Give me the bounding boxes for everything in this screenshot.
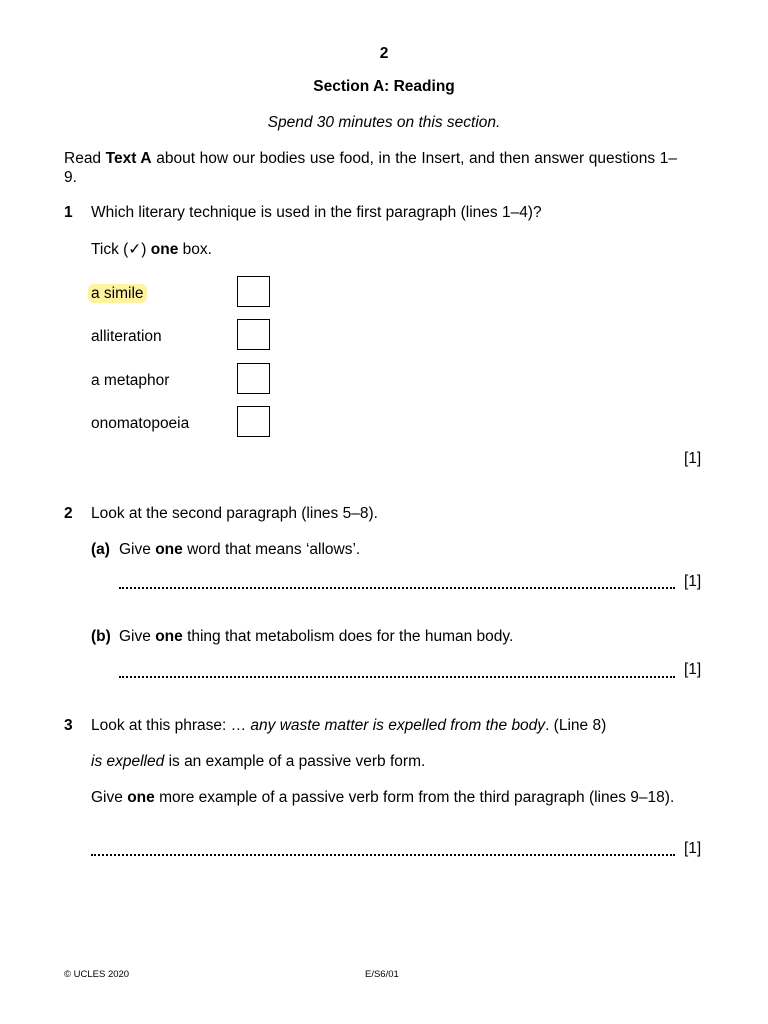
checkbox-alliteration[interactable] bbox=[237, 319, 270, 350]
checkbox-simile[interactable] bbox=[237, 276, 270, 307]
checkbox-onomatopoeia[interactable] bbox=[237, 406, 270, 437]
q2b-bold: one bbox=[155, 628, 183, 645]
option-label-onomatopoeia: onomatopoeia bbox=[91, 415, 190, 432]
q2a-post: word that means ‘allows’. bbox=[187, 541, 361, 558]
intro-paragraph bbox=[64, 149, 677, 187]
q2a-pre: Give bbox=[119, 541, 151, 558]
q2b-pre: Give bbox=[119, 628, 151, 645]
footer-code: E/S6/01 bbox=[365, 969, 399, 980]
q1-mark: [1] bbox=[684, 450, 702, 467]
q3-give-bold: one bbox=[127, 789, 155, 806]
q2b-mark: [1] bbox=[684, 661, 702, 678]
tick-prefix: Tick (✓) bbox=[91, 241, 147, 258]
intro-read: Read bbox=[64, 150, 102, 167]
question-2-number: 2 bbox=[64, 505, 73, 522]
option-label-simile bbox=[91, 284, 147, 303]
section-title: Section A: Reading bbox=[313, 78, 455, 95]
intro-rest: about how our bodies use food, in the Insert, and then answer questions 1–9. bbox=[64, 150, 677, 186]
tick-bold: one bbox=[150, 241, 179, 258]
q2b-text bbox=[119, 627, 513, 646]
question-2-intro: Look at the second paragraph (lines 5–8). bbox=[91, 505, 378, 522]
q3-give-pre: Give bbox=[91, 789, 123, 806]
q2b-label: (b) bbox=[91, 628, 111, 645]
q3-example-italic: is expelled bbox=[91, 753, 165, 770]
checkbox-metaphor[interactable] bbox=[237, 363, 270, 394]
q3-example bbox=[91, 752, 425, 771]
tick-instruction bbox=[91, 240, 212, 259]
q3-give-post: more example of a passive verb form from the third paragraph (lines 9–18). bbox=[159, 789, 675, 806]
option-label-alliteration: alliteration bbox=[91, 328, 162, 345]
q2a-text bbox=[119, 540, 360, 559]
time-instruction: Spend 30 minutes on this section. bbox=[267, 114, 501, 131]
q3-example-rest: is an example of a passive verb form. bbox=[168, 753, 426, 770]
page-number: 2 bbox=[379, 45, 389, 62]
question-1-number: 1 bbox=[64, 204, 73, 221]
question-3-number: 3 bbox=[64, 717, 73, 734]
q2a-mark: [1] bbox=[684, 573, 702, 590]
intro-text-ref: Text A bbox=[105, 150, 152, 167]
q3-answer-line[interactable] bbox=[91, 854, 675, 856]
q2a-label: (a) bbox=[91, 541, 110, 558]
q2a-bold: one bbox=[155, 541, 183, 558]
footer-copyright: © UCLES 2020 bbox=[64, 969, 130, 980]
q3-phrase-pre: Look at this phrase: … bbox=[91, 717, 247, 734]
question-3-phrase bbox=[91, 716, 606, 735]
q3-mark: [1] bbox=[684, 840, 702, 857]
q2b-post: thing that metabolism does for the human body. bbox=[187, 628, 514, 645]
q3-phrase-post: . (Line 8) bbox=[545, 717, 607, 734]
tick-suffix: box. bbox=[182, 241, 212, 258]
option-highlight: a simile bbox=[88, 284, 147, 303]
option-label-metaphor: a metaphor bbox=[91, 372, 170, 389]
q2a-answer-line[interactable] bbox=[119, 587, 675, 589]
q3-phrase-italic: any waste matter is expelled from the body bbox=[250, 717, 546, 734]
question-1-text: Which literary technique is used in the first paragraph (lines 1–4)? bbox=[91, 204, 542, 221]
q3-give bbox=[91, 788, 686, 807]
q2b-answer-line[interactable] bbox=[119, 676, 675, 678]
